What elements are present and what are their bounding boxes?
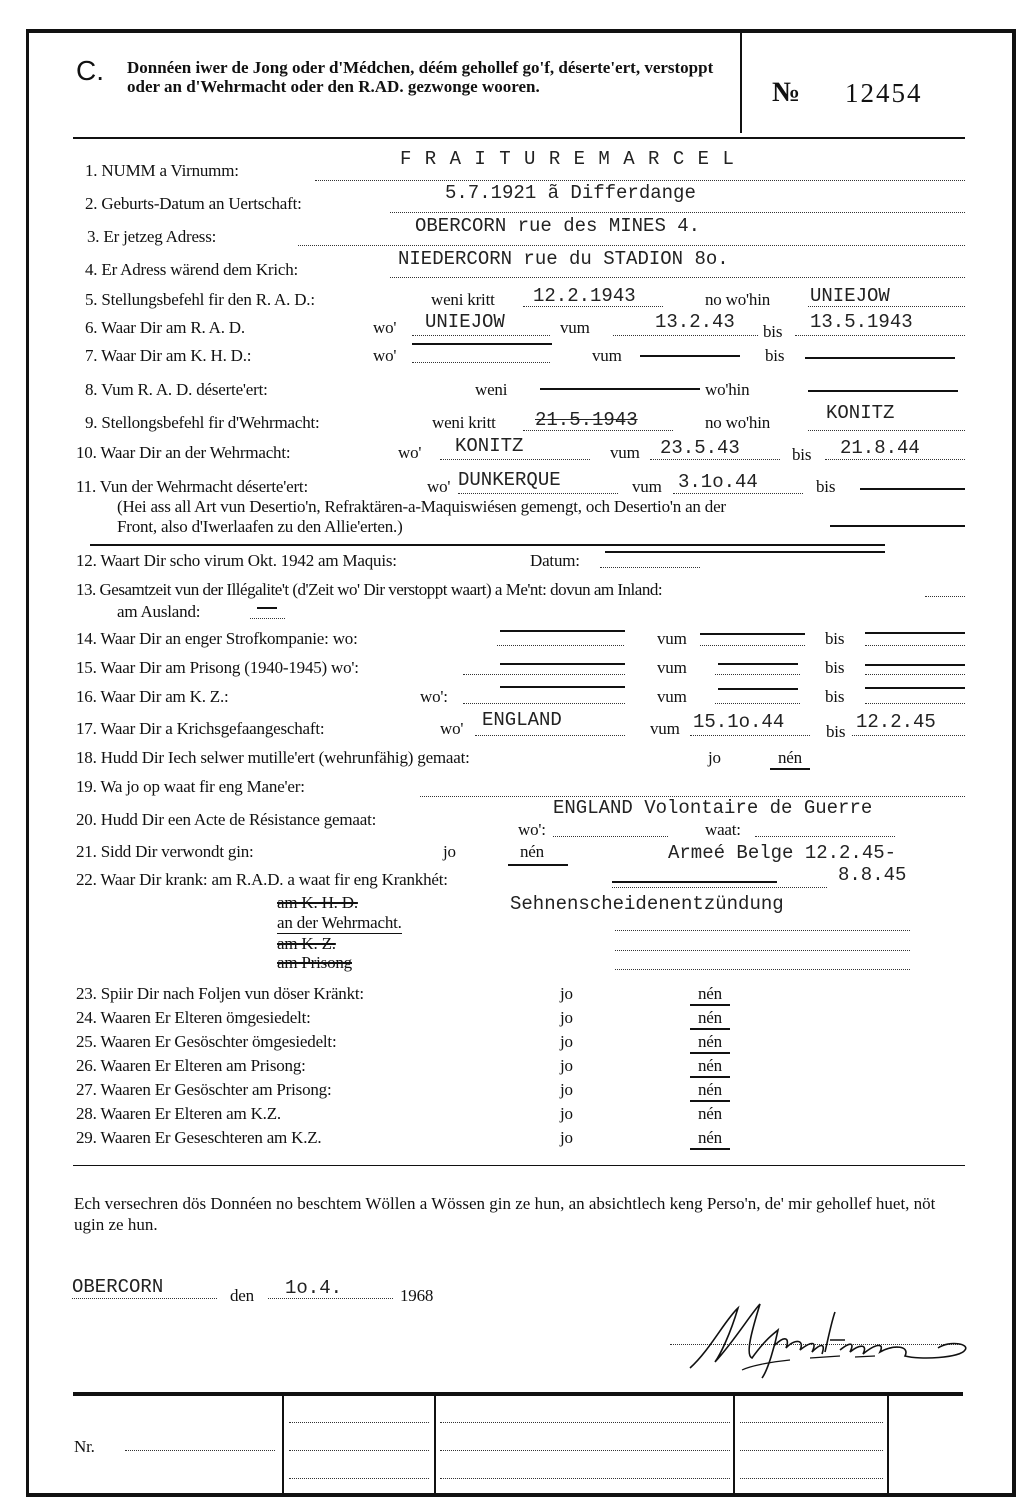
q13-label: 13. Gesamtzeit vun der Illégalite't (d'Zeit wo' Dir verstoppt waart) a Me'nt: dovun am Inland: [76,580,663,599]
q13-abroad-label: am Ausland: [117,602,201,621]
q5-when-value[interactable]: 12.2.1943 [533,285,636,307]
q3-address-value[interactable]: OBERCORN rue des MINES 4. [415,215,701,237]
q11-wo-value[interactable]: DUNKERQUE [458,469,561,491]
q11-label: 11. Vun der Wehrmacht déserte'ert: [76,477,308,496]
q15-vum-line [715,674,800,675]
q21-label: 21. Sidd Dir verwondt gin: [76,842,254,861]
q5-where-value[interactable]: UNIEJOW [810,285,890,307]
q15-label: 15. Waar Dir am Prisong (1940-1945) wo': [76,658,359,677]
yes-option[interactable]: jo [560,1104,573,1123]
q17-wo-label: wo' [440,719,464,738]
q6-wo-line [412,335,550,336]
no-option-selected[interactable]: nén [690,1056,730,1078]
q5-where-label: no wo'hin [705,290,771,309]
section-letter: C. [76,55,104,86]
footer-col-3 [733,1396,735,1493]
q2-label: 2. Geburts-Datum an Uertschaft: [85,194,302,213]
q22-line-2 [615,930,910,931]
no-option-selected[interactable]: nén [690,1080,730,1102]
q10-vum-label: vum [610,443,640,462]
q8-when-strike [540,388,700,390]
q16-vum-label: vum [657,687,687,706]
footer-nr-line[interactable] [125,1450,275,1451]
q11-bis-strike [860,488,965,490]
declaration-date[interactable]: 1o.4. [285,1277,343,1299]
q13-abroad-strike [257,607,277,609]
footer-col-1 [282,1396,284,1493]
no-option-selected[interactable]: nén [690,1032,730,1054]
q2-line [390,212,965,213]
q14-wo-line [497,645,624,646]
q22-illness-value[interactable]: Sehnenscheidenentzündung [510,893,784,915]
q21-no-selected[interactable]: nén [520,842,544,861]
declaration-year: 1968 [400,1286,434,1305]
declaration-text: Ech versechren dös Donnéen no beschtem Wöllen a Wössen gin ze hun, an absichtlech keng Perso'n, de' mir gehollef huet, nöt ugin ze hun. [74,1194,936,1234]
q9-label: 9. Stellongsbefehl fir d'Wehrmacht: [85,413,320,432]
question-label: 23. Spiir Dir nach Foljen vun döser Kränkt: [76,984,364,1003]
q10-bis-label: bis [792,445,812,464]
yes-option[interactable]: jo [560,1032,573,1051]
q10-wo-value[interactable]: KONITZ [455,435,524,457]
q22-option-wehrmacht: an der Wehrmacht. [277,913,402,932]
header-divider [740,33,742,133]
q17-vum-line [690,735,810,736]
q17-label: 17. Waar Dir a Krichsgefaangeschaft: [76,719,325,738]
footer-col-2 [434,1396,436,1493]
q12-label: 12. Waart Dir scho virum Okt. 1942 am Maquis: [76,551,397,570]
q12-datum-label: Datum: [530,551,580,570]
q9-when-label: weni kritt [432,413,496,432]
q15-wo-line [463,674,625,675]
q17-bis-label: bis [826,722,846,741]
q11-vum-line [673,493,803,494]
q15-bis-line [865,674,965,675]
no-option-selected[interactable]: nén [690,1128,730,1150]
q14-bis-strike [865,632,965,634]
q10-vum-line [650,459,780,460]
q14-bis-line [865,645,965,646]
q16-bis-strike [865,687,965,689]
q18-label: 18. Hudd Dir Iech selwer mutille'ert (wehrunfähig) gemaat: [76,748,470,767]
q22-line-4 [615,969,910,970]
q1-label: 1. NUMM a Virnumm: [85,161,239,180]
q17-vum-label: vum [650,719,680,738]
question-label: 25. Waaren Er Gesöschter ömgesiedelt: [76,1032,337,1051]
no-option-selected[interactable]: nén [690,984,730,1006]
q11-vum-value[interactable]: 3.1o.44 [678,471,758,493]
q8-where-strike [808,390,958,392]
q5-when-label: weni kritt [431,290,495,309]
q22-line-3 [615,950,910,951]
q14-vum-label: vum [657,629,687,648]
q9-where-line [808,430,965,431]
yes-option[interactable]: jo [560,1128,573,1147]
q22-line [612,887,827,888]
no-option-selected[interactable]: nén [690,1008,730,1030]
q16-bis-label: bis [825,687,845,706]
q7-bis-label: bis [765,346,785,365]
form-number: 12454 [845,78,923,108]
yes-option[interactable]: jo [560,1080,573,1099]
yes-option[interactable]: jo [560,1056,573,1075]
q21-yes[interactable]: jo [443,842,456,861]
q16-vum-strike [718,688,798,690]
form-title: Donnéen iwer de Jong oder d'Médchen, déém gehollef go'f, déserte'ert, verstoppt oder an d'Wehrmacht oder den R.AD. gezwonge wooren. [127,58,714,96]
q4-war-address-value[interactable]: NIEDERCORN rue du STADION 8o. [398,248,729,270]
q9-where-label: no wo'hin [705,413,771,432]
place-line [72,1298,217,1299]
den-label: den [230,1286,254,1305]
yes-option[interactable]: jo [560,984,573,1003]
footer-c3-line2 [740,1450,883,1451]
q15-wo-strike [500,663,625,665]
q10-bis-line [825,459,965,460]
q17-bis-value[interactable]: 12.2.45 [856,711,936,733]
footer-top-rule [73,1392,963,1396]
declaration-place[interactable]: OBERCORN [72,1276,164,1298]
q10-bis-value[interactable]: 21.8.44 [840,437,920,459]
q17-vum-value[interactable]: 15.1o.44 [693,711,785,733]
q12-strike-top [90,544,885,546]
q20-wo-label: wo': [518,820,546,839]
q21-value-line2[interactable]: 8.8.45 [838,864,907,886]
q8-when-label: weni [475,380,508,399]
q7-vum-strike [640,355,740,357]
footer-c2-line3 [440,1478,730,1479]
q20-waat-line [755,836,895,837]
q14-vum-strike [700,633,805,635]
q6-vum-line [613,335,758,336]
q17-wo-value[interactable]: ENGLAND [482,709,562,731]
q11-note-line1: (Hei ass all Art vun Desertio'n, Refraktären-a-Maquiswiésen gemengt, och Desertio'n an der [117,497,726,516]
q10-vum-value[interactable]: 23.5.43 [660,437,740,459]
q6-bis-line [795,335,965,336]
q14-label: 14. Waar Dir an enger Strofkompanie: wo: [76,629,358,648]
q13-abroad-line [250,618,285,619]
q2-birth-value[interactable]: 5.7.1921 ã Differdange [445,182,696,204]
q5-label: 5. Stellungsbefehl fir den R. A. D.: [85,290,315,309]
q10-label: 10. Waar Dir an der Wehrmacht: [76,443,291,462]
q12-datum-line [600,567,700,568]
q3-line [298,245,965,246]
q6-strike [412,343,552,345]
q14-vum-line [700,645,805,646]
q6-label: 6. Waar Dir am R. A. D. [85,318,245,337]
q1-line [315,180,965,181]
question-label: 24. Waaren Er Elteren ömgesiedelt: [76,1008,311,1027]
no-option[interactable]: nén [698,1104,722,1123]
q6-bis-label: bis [763,322,783,341]
q7-bis-strike [805,357,955,359]
q11-note-strike [830,525,965,527]
q7-vum-label: vum [592,346,622,365]
q18-no-selected[interactable]: nén [770,748,810,770]
q8-where-label: wo'hin [705,380,750,399]
q11-wo-label: wo' [427,477,451,496]
q15-bis-strike [865,664,965,666]
q22-option-khd-struck: am K. H. D. [277,893,358,912]
q4-label: 4. Er Adress wärend dem Krich: [85,260,299,279]
q20-value[interactable]: ENGLAND Volontaire de Guerre [553,797,873,819]
q13-inland-line [925,596,965,597]
footer-nr-label: Nr. [74,1437,95,1456]
q20-waat-label: waat: [705,820,741,839]
q11-note-line2: Front, also d'Iwerlaafen zu den Allie'erten.) [117,517,403,536]
q21-no-underline [508,864,568,866]
q11-bis-label: bis [816,477,836,496]
q22-option-kz-struck: am K. Z. [277,934,336,953]
footer-col-4 [887,1396,889,1493]
q4-line [390,277,965,278]
q22-label: 22. Waar Dir krank: am R.A.D. a waat fir eng Krankhét: [76,870,448,889]
q6-bis-value[interactable]: 13.5.1943 [810,311,913,333]
q16-vum-line [715,703,800,704]
question-label: 28. Waaren Er Elteren am K.Z. [76,1104,281,1123]
q16-label: 16. Waar Dir am K. Z.: [76,687,229,706]
q18-yes[interactable]: jo [708,748,721,767]
q11-vum-label: vum [632,477,662,496]
question-label: 26. Waaren Er Elteren am Prisong: [76,1056,306,1075]
footer-c2-line2 [440,1450,730,1451]
q3-label: 3. Er jetzeg Adress: [87,227,217,246]
footer-c3-line1 [740,1422,883,1423]
header-rule [73,137,965,139]
q16-wo-strike [500,686,625,688]
q6-vum-label: vum [560,318,590,337]
number-symbol: № [772,77,801,108]
q9-where-value[interactable]: KONITZ [826,402,895,424]
q7-wo-line [412,362,550,363]
q22-option-prisong-struck: am Prisong [277,953,352,972]
q6-wo-value[interactable]: UNIEJOW [425,311,505,333]
yes-option[interactable]: jo [560,1008,573,1027]
q16-wo-label: wo': [420,687,448,706]
declaration-rule [73,1165,965,1166]
q15-vum-label: vum [657,658,687,677]
q14-wo-strike [500,630,625,632]
q7-label: 7. Waar Dir am K. H. D.: [85,346,252,365]
q1-name-value[interactable]: F R A I T U R E M A R C E L [400,148,735,170]
q22-strike [612,881,777,883]
q16-wo-line [463,703,625,704]
question-label: 27. Waaren Er Gesöschter am Prisong: [76,1080,332,1099]
q16-bis-line [865,703,965,704]
q6-wo-label: wo' [373,318,397,337]
q8-label: 8. Vum R. A. D. déserte'ert: [85,380,268,399]
q15-vum-strike [718,663,798,665]
q12-datum-strike [605,551,885,553]
signature [680,1300,980,1385]
q6-vum-value[interactable]: 13.2.43 [655,311,735,333]
footer-c1-line1 [289,1422,429,1423]
footer-c1-line3 [289,1478,429,1479]
question-label: 29. Waaren Er Geseschteren am K.Z. [76,1128,322,1147]
q10-wo-label: wo' [398,443,422,462]
q21-value-line1[interactable]: Armeé Belge 12.2.45- [668,842,897,864]
q20-label: 20. Hudd Dir een Acte de Résistance gemaat: [76,810,377,829]
q11-wo-line [458,493,618,494]
q15-bis-label: bis [825,658,845,677]
q14-bis-label: bis [825,629,845,648]
q17-bis-line [852,735,965,736]
q10-wo-line [440,459,590,460]
q19-label: 19. Wa jo op waat fir eng Mane'er: [76,777,305,796]
q20-wo-line [553,836,668,837]
q7-wo-label: wo' [373,346,397,365]
footer-c1-line2 [289,1450,429,1451]
q17-wo-line [475,735,625,736]
footer-c3-line3 [740,1478,883,1479]
q9-when-value[interactable]: 21.5.1943 [535,409,638,431]
footer-c2-line1 [440,1422,730,1423]
